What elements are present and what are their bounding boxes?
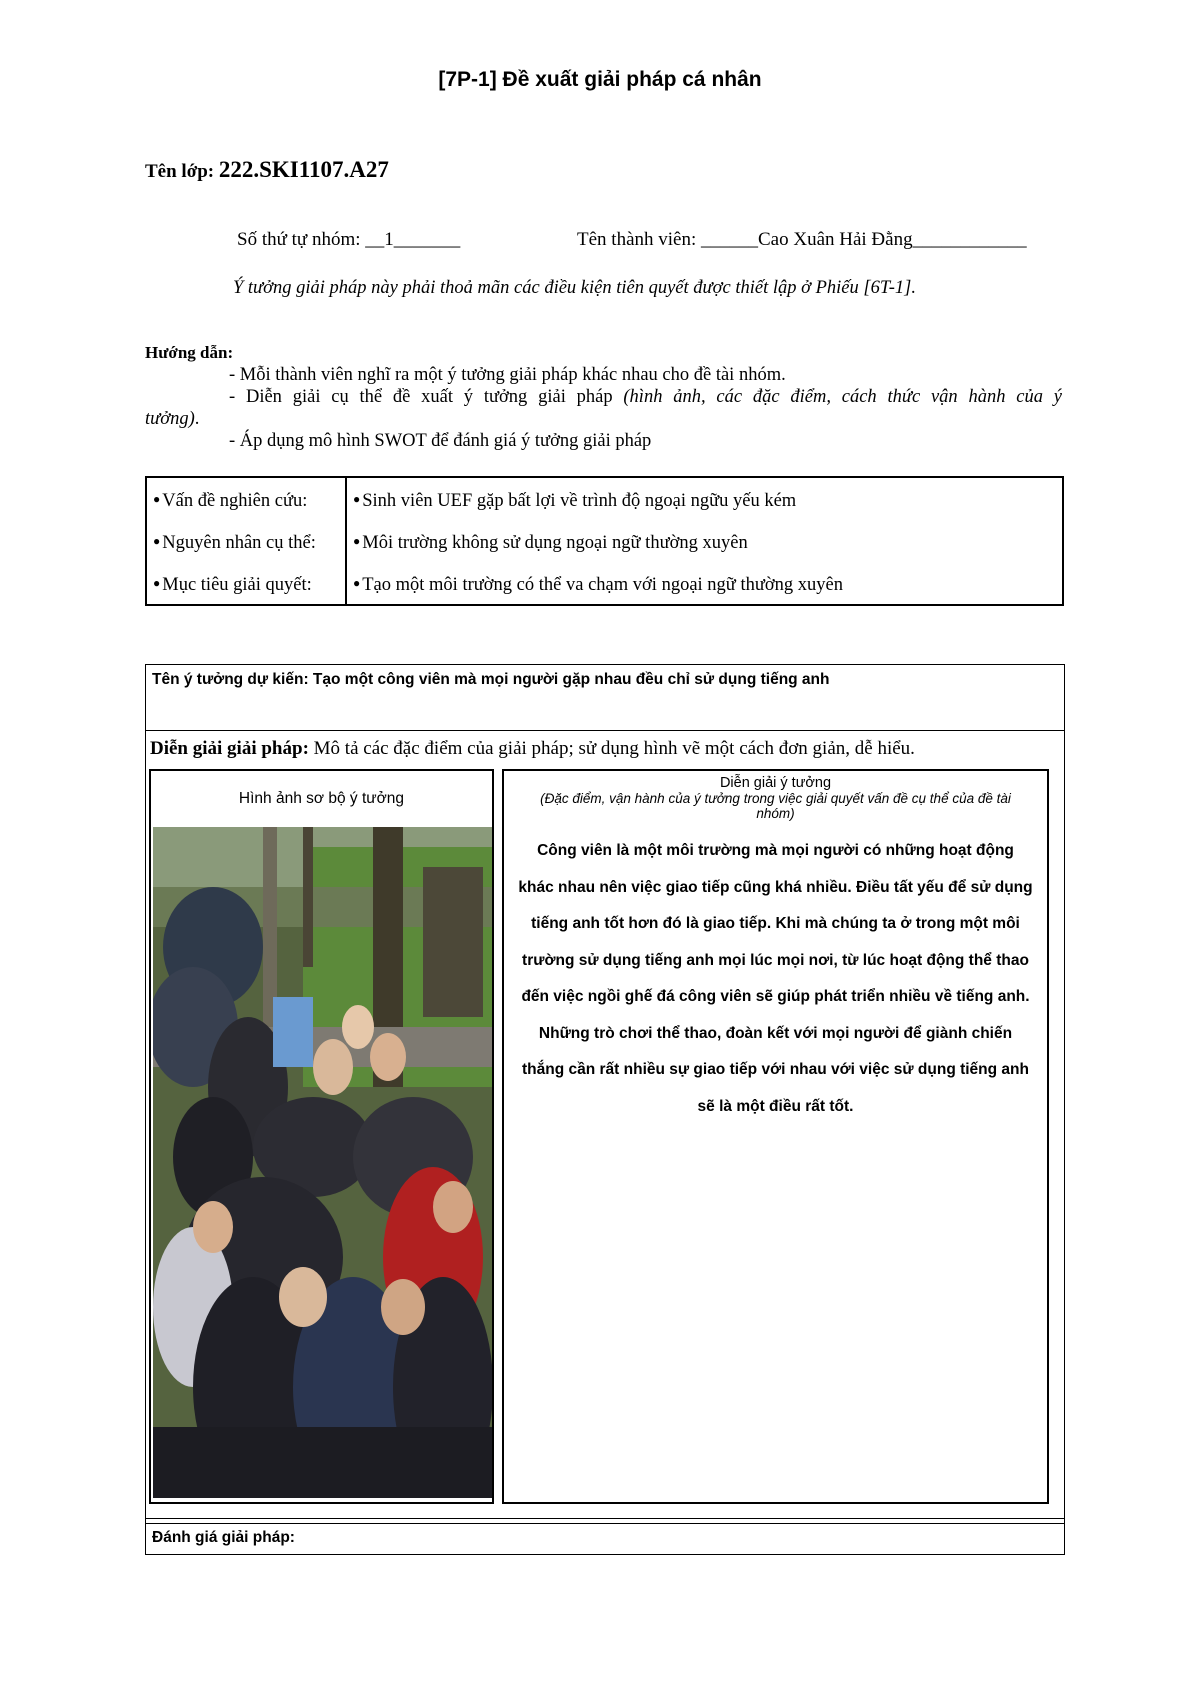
problem-table (145, 476, 1064, 606)
member-name-field: Tên thành viên: ______Cao Xuân Hải Đằng____________ (577, 229, 1027, 250)
explain-label: Diễn giải giải pháp: (150, 738, 314, 759)
image-panel-header: Hình ảnh sơ bộ ý tưởng (238, 790, 405, 807)
table-row-value (347, 520, 1062, 562)
bullet-icon: ● (353, 492, 361, 506)
row-label: Nguyên nhân cụ thể: (162, 533, 316, 553)
condition-note: Ý tưởng giải pháp này phải thoả mãn các điều kiện tiên quyết được thiết lập ở Phiếu [6T-1]. (233, 278, 916, 298)
row-label: Vấn đề nghiên cứu: (162, 491, 308, 511)
explain-row (150, 738, 915, 760)
group-number-field: Số thứ tự nhóm: __1_______ (237, 229, 461, 250)
guide-line-3: - Áp dụng mô hình SWOT để đánh giá ý tưởng giải pháp (229, 431, 652, 451)
guide-line-2-period: . (194, 409, 200, 429)
bullet-icon: ● (353, 534, 361, 548)
problem-values-column (346, 477, 1063, 605)
bullet-icon: ● (153, 492, 161, 506)
guide-line-1: - Mỗi thành viên nghĩ ra một ý tưởng giải pháp khác nhau cho đề tài nhóm. (229, 365, 786, 385)
bullet-icon: ● (353, 576, 361, 590)
evaluation-row: Đánh giá giải pháp: (146, 1523, 1064, 1554)
guide-section (145, 342, 1062, 452)
table-row-value (347, 478, 1062, 520)
class-value: 222.SKI1107.A27 (218, 157, 389, 182)
guide-line-2-italic: (hình ảnh, các đặc điểm, cách thức vận hành của ý (623, 387, 1062, 407)
idea-name-label: Tên ý tưởng dự kiến: (152, 671, 313, 688)
row-value: Tạo một môi trường có thể va chạm với ngoại ngữ thường xuyên (362, 575, 843, 595)
idea-box (145, 664, 1065, 1555)
row-label: Mục tiêu giải quyết: (162, 575, 312, 595)
description-title: Diễn giải ý tưởng (719, 775, 832, 791)
explain-value: Mô tả các đặc điểm của giải pháp; sử dụng hình vẽ một cách đơn giản, dễ hiểu. (313, 738, 915, 759)
park-photo (153, 827, 492, 1498)
problem-labels-column (146, 477, 346, 605)
table-row-label (147, 562, 345, 604)
table-row-value (347, 562, 1062, 604)
class-label: Tên lớp: (145, 161, 219, 182)
idea-name-value: Tạo một công viên mà mọi người gặp nhau đều chỉ sử dụng tiếng anh (312, 671, 830, 688)
guide-title: Hướng dẫn: (145, 343, 234, 362)
row-value: Sinh viên UEF gặp bất lợi về trình độ ngoại ngữu yếu kém (362, 491, 797, 511)
table-row-label (147, 478, 345, 520)
description-body: Công viên là một môi trường mà mọi người có những hoạt động khác nhau nên việc giao tiếp cũng khá nhiều. Điều tất yếu để sử dụng tiếng anh tốt hơn đó là giao tiếp. Khi mà chúng ta ở trong một môi trường sử dụng tiếng anh mọi lúc mọi nơi, từ lúc hoạt động thể thao đến việc ngồi ghế đá công viên sẽ giúp phát triển nhiều về tiếng anh. Những trò chơi thể thao, đoàn kết với mọi người để giành chiến thắng cần rất nhiều sự giao tiếp với nhau với việc sử dụng tiếng anh sẽ là một điều rất tốt. (518, 842, 1033, 1115)
row-value: Môi trường không sử dụng ngoại ngữ thường xuyên (362, 533, 748, 553)
image-panel (149, 769, 494, 1504)
description-subtitle: (Đặc điểm, vận hành của ý tưởng trong việc giải quyết vấn đề cụ thể của đề tài nhóm) (540, 791, 1011, 821)
bullet-icon: ● (153, 576, 161, 590)
class-line (145, 157, 389, 183)
guide-line-2 (145, 386, 1062, 408)
description-panel (502, 769, 1049, 1504)
bullet-icon: ● (153, 534, 161, 548)
guide-line-2-text: - Diễn giải cụ thể đề xuất ý tưởng giải pháp (229, 387, 624, 407)
idea-name-row (146, 665, 1064, 731)
document-title: [7P-1] Đề xuất giải pháp cá nhân (438, 68, 762, 91)
table-row-label (147, 520, 345, 562)
guide-line-2-continued (145, 408, 1062, 430)
park-photo-illustration (153, 827, 492, 1498)
guide-line-2-italic-end: tưởng) (145, 409, 195, 429)
